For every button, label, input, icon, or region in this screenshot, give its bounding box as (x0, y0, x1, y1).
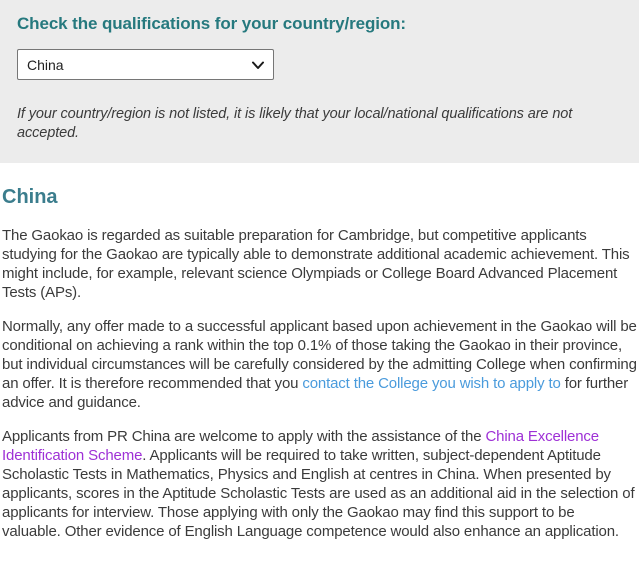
section-heading: China (2, 186, 58, 208)
country-section (0, 186, 637, 541)
country-not-listed-note: If your country/region is not listed, it is likely that your local/national qualifications are not accepted. (17, 106, 573, 141)
paragraph: The Gaokao is regarded as suitable preparation for Cambridge, but competitive applicants studying for the Gaokao are typically able to demonstrate additional academic achievement. This might include, for example, relevant science Olympiads or College Board Advanced Placement Tests (APs). (2, 227, 630, 301)
section-paragraphs (2, 226, 637, 541)
qualification-checker-panel (0, 0, 639, 163)
country-select[interactable] (17, 49, 274, 80)
qualification-checker-heading: Check the qualifications for your country/region: (17, 14, 406, 33)
paragraph: Applicants from PR China are welcome to apply with the assistance of the China Excellence Identification Scheme. Applicants will be required to take written, subject-dependent Aptitude Scholastic Tests in Mathematics, Physics and English at centres in China. When presented by applicants, scores in the Aptitude Scholastic Tests are used as an additional aid in the selection of applicants for interview. Those applying with only the Gaokao may find this support to be valuable. Other evidence of English Language competence would also enhance an application. (2, 428, 635, 540)
country-select-wrap (17, 49, 274, 80)
paragraph: Normally, any offer made to a successful applicant based upon achievement in the Gaokao will be conditional on achieving a rank within the top 0.1% of those taking the Gaokao in their province, but individual circumstances will be carefully considered by the admitting College when confirming an offer. It is therefore recommended that you contact the College you wish to apply to for further advice and guidance. (2, 318, 637, 411)
china-excellence-scheme-link[interactable]: China Excellence Identification Scheme (2, 428, 599, 464)
contact-college-link[interactable]: contact the College you wish to apply to (302, 375, 561, 392)
